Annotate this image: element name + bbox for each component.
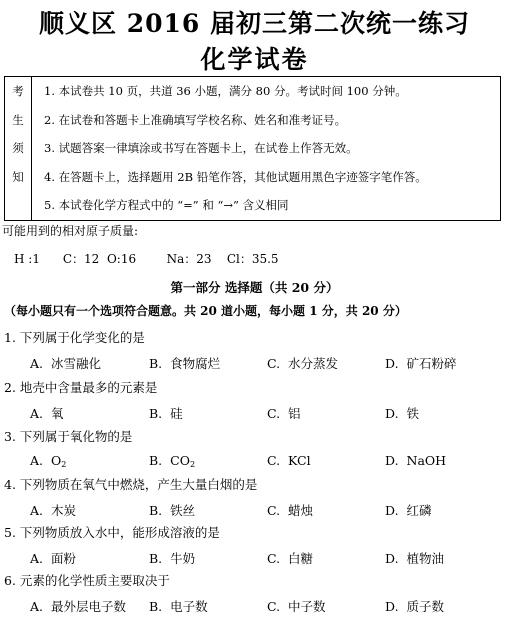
option-letter: A. [30,599,44,614]
answer-option [385,404,419,422]
notice-item: 1. 本试卷共 10 页，共道 36 小题，满分 80 分。考试时间 100 分钟。 [44,84,407,98]
option-letter: A. [30,551,44,566]
question-item [0,378,509,430]
question-item [0,328,509,380]
option-text: 面粉 [50,551,76,566]
notice-item: 2. 在试卷和答题卡上准确填写学校名称、姓名和准考证号。 [44,112,347,127]
option-letter: B. [149,453,163,468]
notice-items [32,77,501,221]
answer-option [30,597,126,615]
option-text: 木炭 [50,503,76,518]
answer-option [30,453,66,469]
notice-side-label [5,77,32,221]
atomic-mass: Na：23 [166,252,212,266]
option-text: 铁丝 [170,503,196,518]
option-letter: C. [267,551,281,566]
option-text: 中子数 [288,599,326,614]
answer-option [149,404,183,422]
answer-option [30,501,76,519]
answer-option [267,453,311,468]
option-letter: C. [267,406,281,421]
answer-option [267,549,313,567]
candidate-notice-table [4,76,501,221]
option-letter: D. [385,356,399,371]
atomic-mass: H :1 [14,252,40,266]
option-text: 质子数 [406,599,445,614]
notice-side-char: 生 [12,112,24,127]
option-text: 白糖 [288,551,314,566]
option-text: NaOH [406,453,447,468]
answer-option [30,549,76,567]
answer-option [267,354,338,372]
answer-option [267,501,313,519]
option-letter: B. [149,406,163,421]
exam-title: 顺义区 2016 届初三第二次统一练习 [39,9,470,38]
question-item [0,571,509,623]
option-text: 牛奶 [170,551,196,566]
answer-option [267,404,301,422]
notice-item: 4. 在答题卡上，选择题用 2B 铅笔作答，其他试题用黑色字迹签字笔作答。 [44,169,427,184]
option-text: 矿石粉碎 [406,356,457,371]
option-letter: D. [385,599,399,614]
question-stem: 6. 元素的化学性质主要取决于 [4,573,170,588]
atomic-masses-values [14,250,279,267]
notice-item: 5. 本试卷化学方程式中的 “=” 和 “→” 含义相同 [44,198,289,213]
question-item [0,427,509,479]
option-text: 蜡烛 [288,503,314,518]
option-text: 植物油 [406,551,445,566]
option-letter: B. [149,503,163,518]
notice-side-char: 须 [12,141,24,156]
answer-option [385,453,446,468]
question-stem: 2. 地壳中含量最多的元素是 [4,380,158,395]
answer-option [149,597,208,615]
option-text: 水分蒸发 [288,356,339,371]
notice-side-char: 考 [12,84,24,98]
option-letter: A. [30,406,44,421]
exam-subtitle: 化学试卷 [200,45,309,74]
option-letter: B. [149,551,163,566]
option-letter: D. [385,551,399,566]
option-text: 电子数 [170,599,208,614]
option-letter: C. [267,453,281,468]
option-text: 铝 [288,406,301,421]
option-text: 最外层电子数 [50,599,126,614]
part-instruction: （每小题只有一个选项符合题意。共 20 道小题，每小题 1 分，共 20 分） [4,304,407,318]
option-letter: C. [267,503,281,518]
option-text: KCl [288,453,311,468]
question-stem: 5. 下列物质放入水中，能形成溶液的是 [4,525,220,540]
answer-option [385,549,444,567]
formula-subscript: 2 [189,460,196,469]
answer-option [149,453,195,469]
answer-option [267,597,326,615]
question-stem: 1. 下列属于化学变化的是 [4,330,145,345]
option-text: 硅 [170,406,183,421]
part-title: 第一部分 选择题（共 20 分） [170,280,339,295]
atomic-masses-label: 可能用到的相对原子质量: [2,224,139,238]
answer-option [149,354,220,372]
answer-option [30,354,101,372]
option-text: O [50,453,62,468]
formula-subscript: 2 [61,460,67,469]
option-letter: C. [267,599,281,614]
question-item [0,475,509,527]
answer-option [149,501,195,519]
atomic-mass: O:16 [106,252,137,266]
answer-option [385,501,432,519]
option-text: 铁 [406,406,420,421]
option-letter: D. [385,406,399,421]
option-text: 红磷 [406,503,432,518]
option-letter: B. [149,599,163,614]
atomic-mass: Cl：35.5 [226,252,279,266]
option-letter: D. [385,503,399,518]
option-letter: A. [30,356,44,371]
atomic-mass: C：12 [62,252,100,266]
option-letter: A. [30,453,44,468]
question-item [0,523,509,575]
question-stem: 4. 下列物质在氧气中燃烧，产生大量白烟的是 [4,477,258,492]
option-letter: A. [30,503,44,518]
option-text: 氧 [50,406,64,421]
option-text: 食物腐烂 [170,356,221,371]
option-letter: D. [385,453,399,468]
option-text: 冰雪融化 [50,356,101,371]
option-text: CO [170,453,190,468]
answer-option [385,597,444,615]
option-letter: B. [149,356,163,371]
notice-item: 3. 试题答案一律填涂或书写在答题卡上，在试卷上作答无效。 [44,141,358,156]
answer-option [385,354,457,372]
answer-option [30,404,63,422]
answer-option [149,549,195,567]
notice-side-char: 知 [12,169,24,184]
option-letter: C. [267,356,281,371]
question-stem: 3. 下列属于氧化物的是 [4,429,133,444]
